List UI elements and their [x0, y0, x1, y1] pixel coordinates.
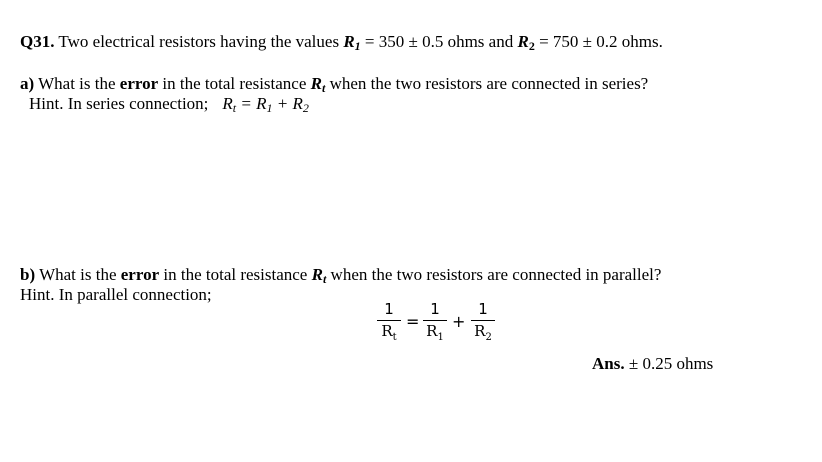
question-statement: Q31. Two electrical resistors having the values R1 = 350 ± 0.5 ohms and R2 = 750 ± 0.2 ohms. [20, 32, 663, 53]
part-a-question: a) What is the error in the total resistance Rt when the two resistors are connected in series? [20, 74, 649, 95]
answer-value: ± 0.25 ohms [624, 354, 714, 373]
equals-sign: = [406, 312, 420, 331]
part-a-label: a) [20, 74, 35, 93]
answer-line [592, 354, 713, 374]
part-a-hint: Hint. In series connection; Rt = R1 + R2 [29, 94, 309, 115]
series-formula: Rt = R1 + R2 [222, 94, 309, 115]
plus-sign: + [452, 312, 466, 331]
part-b-hint: Hint. In parallel connection; [20, 285, 212, 304]
part-b-question: b) What is the error in the total resistance Rt when the two resistors are connected in parallel? [20, 265, 662, 286]
fraction-1-over-r1: 1 $R_1$ [422, 300, 448, 348]
fraction-1-over-rt: 1 $R_t$ [376, 300, 402, 348]
parallel-formula [376, 300, 506, 356]
answer-label: Ans. [592, 354, 625, 373]
part-b-label: b) [20, 265, 36, 284]
question-number: Q31. [20, 32, 55, 51]
fraction-1-over-r2: 1 $R_2$ [470, 300, 496, 348]
